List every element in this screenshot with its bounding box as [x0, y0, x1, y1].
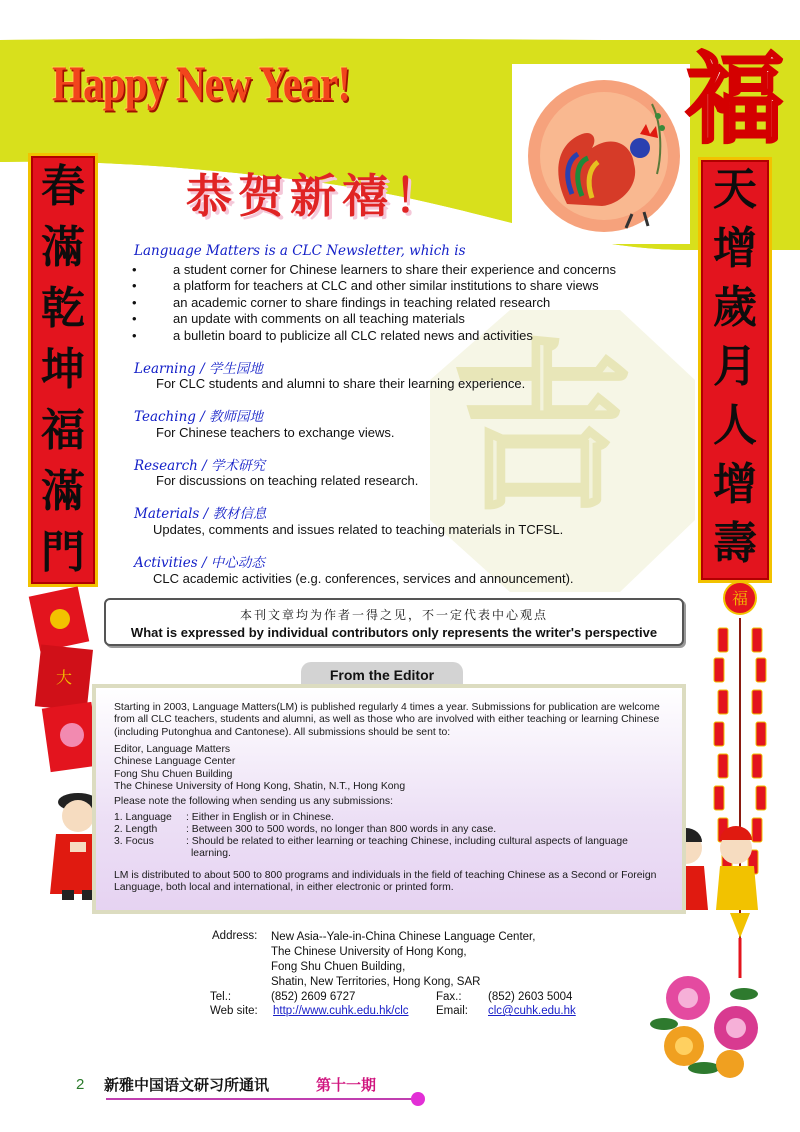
- couplet-char: 滿: [41, 466, 85, 517]
- address-label: Address:: [212, 930, 258, 942]
- intro-bullet-list: [132, 262, 616, 344]
- rule-text: : Should be related to either learning or teaching Chinese, including cultural aspects of language learning.: [186, 836, 628, 860]
- rule-text: : Between 300 to 500 words, no longer than 800 words in any case.: [186, 824, 497, 835]
- issue-number: 第十一期: [316, 1076, 377, 1094]
- address-line: Fong Shu Chuen Building,: [271, 961, 406, 973]
- editor-box: [92, 684, 686, 914]
- couplet-char: 增: [713, 223, 757, 274]
- flowers-illustration: [644, 964, 770, 1084]
- list-item: • an academic corner to share findings in teaching related research: [132, 295, 616, 311]
- couplet-char: 壽: [713, 518, 757, 569]
- address-line: Shatin, New Territories, Hong Kong, SAR: [271, 976, 481, 988]
- address-line: The Chinese University of Hong Kong,: [271, 946, 467, 958]
- list-item: • a bulletin board to publicize all CLC related news and activities: [132, 328, 616, 344]
- list-item: • a platform for teachers at CLC and other similar institutions to share views: [132, 278, 616, 294]
- section-heading-activities: Activities / 中心动态: [134, 555, 265, 571]
- section-heading-teaching: Teaching / 教师园地: [134, 409, 264, 425]
- email-link[interactable]: clc@cuhk.edu.hk: [488, 1005, 576, 1017]
- couplet-char: 坤: [41, 344, 85, 395]
- website-link[interactable]: http://www.cuhk.edu.hk/clc: [273, 1005, 409, 1017]
- couplet-char: 增: [713, 459, 757, 510]
- svg-text:福: 福: [731, 589, 749, 608]
- editor-address-line: Chinese Language Center: [114, 756, 236, 768]
- section-desc-materials: Updates, comments and issues related to teaching materials in TCFSL.: [153, 522, 564, 537]
- editor-tab-label: From the Editor: [329, 667, 435, 683]
- rooster-medallion: [512, 64, 690, 244]
- rule-label: 2. Length: [114, 824, 158, 835]
- editor-intro: Starting in 2003, Language Matters(LM) is published regularly 4 times a year. Submissions for publication are welcome from all CLC teachers, students and alumni, as well as those who are involved with either teaching or learning Chinese (including Putonghua and Cantonese). All submissions should be sent to:: [114, 702, 660, 738]
- couplet-char: 春: [41, 161, 85, 212]
- section-desc-research: For discussions on teaching related research.: [156, 473, 419, 488]
- couplet-char: 福: [41, 405, 85, 456]
- fax-label: Fax.:: [436, 991, 462, 1003]
- tel-label: Tel.:: [210, 991, 232, 1003]
- fax-value: (852) 2603 5004: [488, 991, 573, 1003]
- page-number: 2: [76, 1076, 85, 1093]
- svg-text:大: 大: [55, 668, 73, 687]
- editor-note: Please note the following when sending us any submissions:: [114, 796, 393, 807]
- editor-address: [114, 744, 666, 793]
- intro-heading: Language Matters is a CLC Newsletter, which is: [134, 243, 466, 259]
- disclaimer-box: [104, 598, 684, 646]
- address-line: New Asia--Yale-in-China Chinese Language Center,: [271, 931, 536, 943]
- disclaimer-en: What is expressed by individual contributors only represents the writer's perspective: [130, 625, 658, 640]
- rule-label: 1. Language: [114, 812, 172, 823]
- section-heading-research: Research / 学术研究: [134, 458, 265, 474]
- editor-address-line: Editor, Language Matters: [114, 744, 231, 755]
- footer-dot: [411, 1092, 425, 1106]
- couplet-char: 門: [41, 527, 85, 578]
- editor-distribution: LM is distributed to about 500 to 800 programs and individuals in the field of teaching Chinese as a Second or Foreign Language, both local and international, in either electronic or printed form.: [114, 870, 657, 894]
- list-item: • a student corner for Chinese learners to share their experience and concerns: [132, 262, 616, 278]
- email-label: Email:: [436, 1005, 468, 1017]
- section-desc-teaching: For Chinese teachers to exchange views.: [156, 425, 395, 440]
- firecracker-string-illustration: [700, 578, 780, 986]
- footer-rule: [106, 1098, 418, 1100]
- publication-name: 新雅中国语文研习所通讯: [104, 1076, 270, 1094]
- section-heading-materials: Materials / 教材信息: [134, 506, 267, 522]
- rule-text: : Either in English or in Chinese.: [186, 812, 334, 823]
- list-item: • an update with comments on all teaching materials: [132, 311, 616, 327]
- couplet-char: 人: [713, 400, 757, 451]
- address-block: [271, 930, 535, 990]
- couplet-char: 歲: [713, 282, 757, 333]
- left-couplet: [28, 153, 98, 587]
- rule-label: 3. Focus: [114, 836, 154, 847]
- section-heading-learning: Learning / 学生园地: [134, 361, 263, 377]
- chinese-greeting: 恭贺新禧！: [186, 169, 446, 223]
- tel-value: (852) 2609 6727: [271, 991, 356, 1003]
- couplet-char: 天: [713, 164, 757, 215]
- editor-tab: [301, 662, 463, 686]
- disclaimer-cn: 本刊文章均为作者一得之见，不一定代表中心观点: [239, 608, 548, 622]
- right-couplet: [698, 157, 772, 583]
- couplet-char: 乾: [41, 283, 85, 334]
- fu-character: 福: [685, 42, 784, 157]
- ji-watermark: 吉: [452, 325, 633, 534]
- couplet-char: 滿: [41, 222, 85, 273]
- couplet-char: 月: [713, 341, 757, 392]
- editor-address-line: The Chinese University of Hong Kong, Shatin, N.T., Hong Kong: [114, 780, 406, 792]
- section-desc-activities: CLC academic activities (e.g. conferences, services and announcement).: [153, 571, 574, 586]
- section-desc-learning: For CLC students and alumni to share their learning experience.: [156, 376, 526, 391]
- page-title: Happy New Year!: [52, 55, 351, 111]
- editor-address-line: Fong Shu Chuen Building: [114, 768, 233, 780]
- web-label: Web site:: [210, 1005, 258, 1017]
